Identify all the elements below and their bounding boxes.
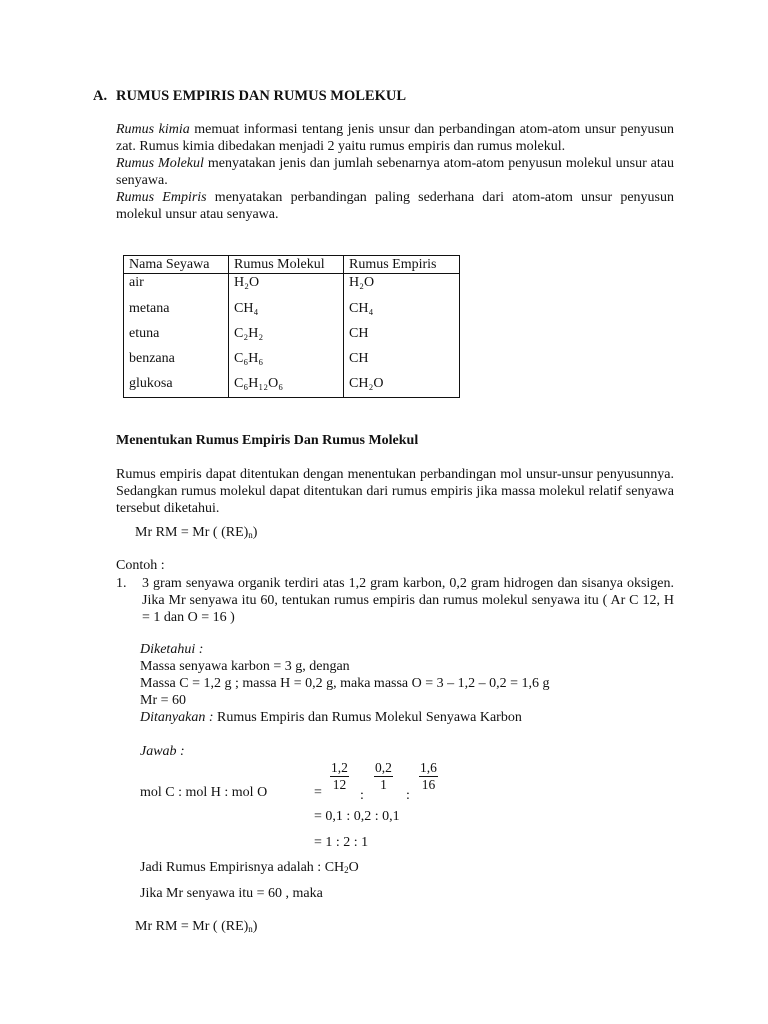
equals-sign: = — [314, 785, 322, 800]
table-cell: CH₄ — [229, 300, 344, 325]
intro-paragraph-2 — [116, 155, 674, 189]
table-cell: C₆H₁₂O₆ — [229, 375, 344, 398]
known-label — [140, 641, 203, 658]
table-header-empirical: Rumus Empiris — [344, 256, 460, 274]
subsection-title: Menentukan Rumus Empiris Dan Rumus Molekul — [116, 433, 419, 448]
example-question-text: 3 gram senyawa organik terdiri atas 1,2 gram karbon, 0,2 gram hidrogen dan sisanya oksigen. Jika Mr senyawa itu 60, tentukan rumus empiris dan rumus molekul senyawa itu ( Ar C 12, H = 1 dan O = 16 ) — [142, 576, 674, 625]
table-cell: C₆H₆ — [229, 350, 344, 375]
fraction-denominator: 16 — [421, 777, 436, 792]
formula-line-2 — [135, 918, 257, 935]
table-header-molecular: Rumus Molekul — [229, 256, 344, 274]
known-line-3: Mr = 60 — [140, 693, 187, 708]
answer-label — [140, 743, 185, 760]
example-question — [142, 575, 674, 626]
table-cell: CH — [344, 325, 460, 350]
table-cell: H₂O — [344, 274, 460, 301]
fraction-hydrogen — [374, 760, 393, 793]
fraction-numerator: 1,6 — [420, 760, 437, 775]
intro-paragraph-1 — [116, 121, 674, 155]
table-cell: CH₂O — [344, 375, 460, 398]
formula-table — [123, 255, 460, 398]
ratio-step-3: = 1 : 2 : 1 — [314, 835, 369, 850]
asked-label: Ditanyakan : — [140, 710, 214, 725]
table-cell: glukosa — [124, 375, 229, 398]
known-line-2: Massa C = 1,2 g ; massa H = 0,2 g, maka massa O = 3 – 1,2 – 0,2 = 1,6 g — [140, 676, 550, 691]
intro-paragraph-2-text: menyatakan jenis dan jumlah sebenarnya atom-atom penyusun molekul unsur atau senyawa. — [116, 156, 674, 188]
conclusion-text: Jadi Rumus Empirisnya adalah : CH — [140, 860, 345, 875]
table-cell: C₂H₂ — [229, 325, 344, 350]
table-cell: CH — [344, 350, 460, 375]
formula-subscript: n — [248, 530, 253, 540]
formula-main: Mr RM = Mr ( (RE) — [135, 919, 249, 934]
fraction-oxygen — [419, 760, 438, 793]
asked-text: Rumus Empiris dan Rumus Molekul Senyawa Karbon — [213, 710, 522, 725]
conclusion-end: O — [348, 860, 359, 875]
answer-label-text: Jawab : — [140, 744, 185, 759]
fraction-denominator: 1 — [380, 777, 387, 792]
formula-line-1 — [135, 524, 257, 541]
known-line-1: Massa senyawa karbon = 3 g, dengan — [140, 659, 350, 674]
table-row — [124, 375, 460, 398]
fraction-denominator: 12 — [332, 777, 347, 792]
formula-end: ) — [252, 919, 258, 934]
table-row — [124, 325, 460, 350]
mol-label: mol C : mol H : mol O — [140, 785, 268, 800]
conclusion-subscript: 2 — [344, 865, 349, 875]
intro-text — [116, 121, 674, 223]
table-row — [124, 274, 460, 301]
intro-paragraph-3-text: menyatakan perbandingan paling sederhana dari atom-atom unsur penyusun molekul unsur atau senyawa. — [116, 190, 674, 222]
term-rumus-kimia: Rumus kimia — [116, 122, 190, 137]
table-cell: CH₄ — [344, 300, 460, 325]
fraction-carbon — [330, 760, 349, 793]
term-rumus-empiris: Rumus Empiris — [116, 190, 207, 205]
table-cell: H₂O — [229, 274, 344, 301]
table-header-row — [124, 256, 460, 274]
example-number: 1. — [116, 576, 127, 591]
conclusion-line — [140, 859, 359, 876]
table-cell: etuna — [124, 325, 229, 350]
known-label-text: Diketahui : — [140, 642, 204, 657]
asked-line — [140, 709, 522, 726]
ratio-step-2: = 0,1 : 0,2 : 0,1 — [314, 809, 400, 824]
table-header-name: Nama Seyawa — [124, 256, 229, 274]
term-rumus-molekul: Rumus Molekul — [116, 156, 204, 171]
fraction-numerator: 1,2 — [331, 760, 348, 775]
ratio-colon: : — [360, 788, 364, 803]
subsection-text — [116, 466, 674, 517]
ratio-colon: : — [406, 788, 410, 803]
formula-end: ) — [252, 525, 258, 540]
intro-paragraph-3 — [116, 189, 674, 223]
formula-main: Mr RM = Mr ( (RE) — [135, 525, 249, 540]
mr-line: Jika Mr senyawa itu = 60 , maka — [140, 886, 323, 901]
formula-subscript: n — [248, 924, 253, 934]
intro-paragraph-1-text: memuat informasi tentang jenis unsur dan perbandingan atom-atom unsur penyusun zat. Rumus kimia dibedakan menjadi 2 yaitu rumus empiris dan rumus molekul. — [116, 122, 675, 154]
table-cell: benzana — [124, 350, 229, 375]
fraction-numerator: 0,2 — [375, 760, 392, 775]
subsection-paragraph: Rumus empiris dapat ditentukan dengan menentukan perbandingan mol unsur-unsur penyusunnya. Sedangkan rumus molekul dapat ditentukan dari rumus empiris jika massa molekul relatif senyawa tersebut diketahui. — [116, 467, 674, 516]
section-letter: A. — [93, 88, 108, 104]
section-heading — [93, 88, 406, 105]
section-title: RUMUS EMPIRIS DAN RUMUS MOLEKUL — [116, 88, 407, 104]
table-cell: metana — [124, 300, 229, 325]
table-row — [124, 300, 460, 325]
example-label: Contoh : — [116, 558, 165, 573]
table-cell: air — [124, 274, 229, 301]
table-row — [124, 350, 460, 375]
